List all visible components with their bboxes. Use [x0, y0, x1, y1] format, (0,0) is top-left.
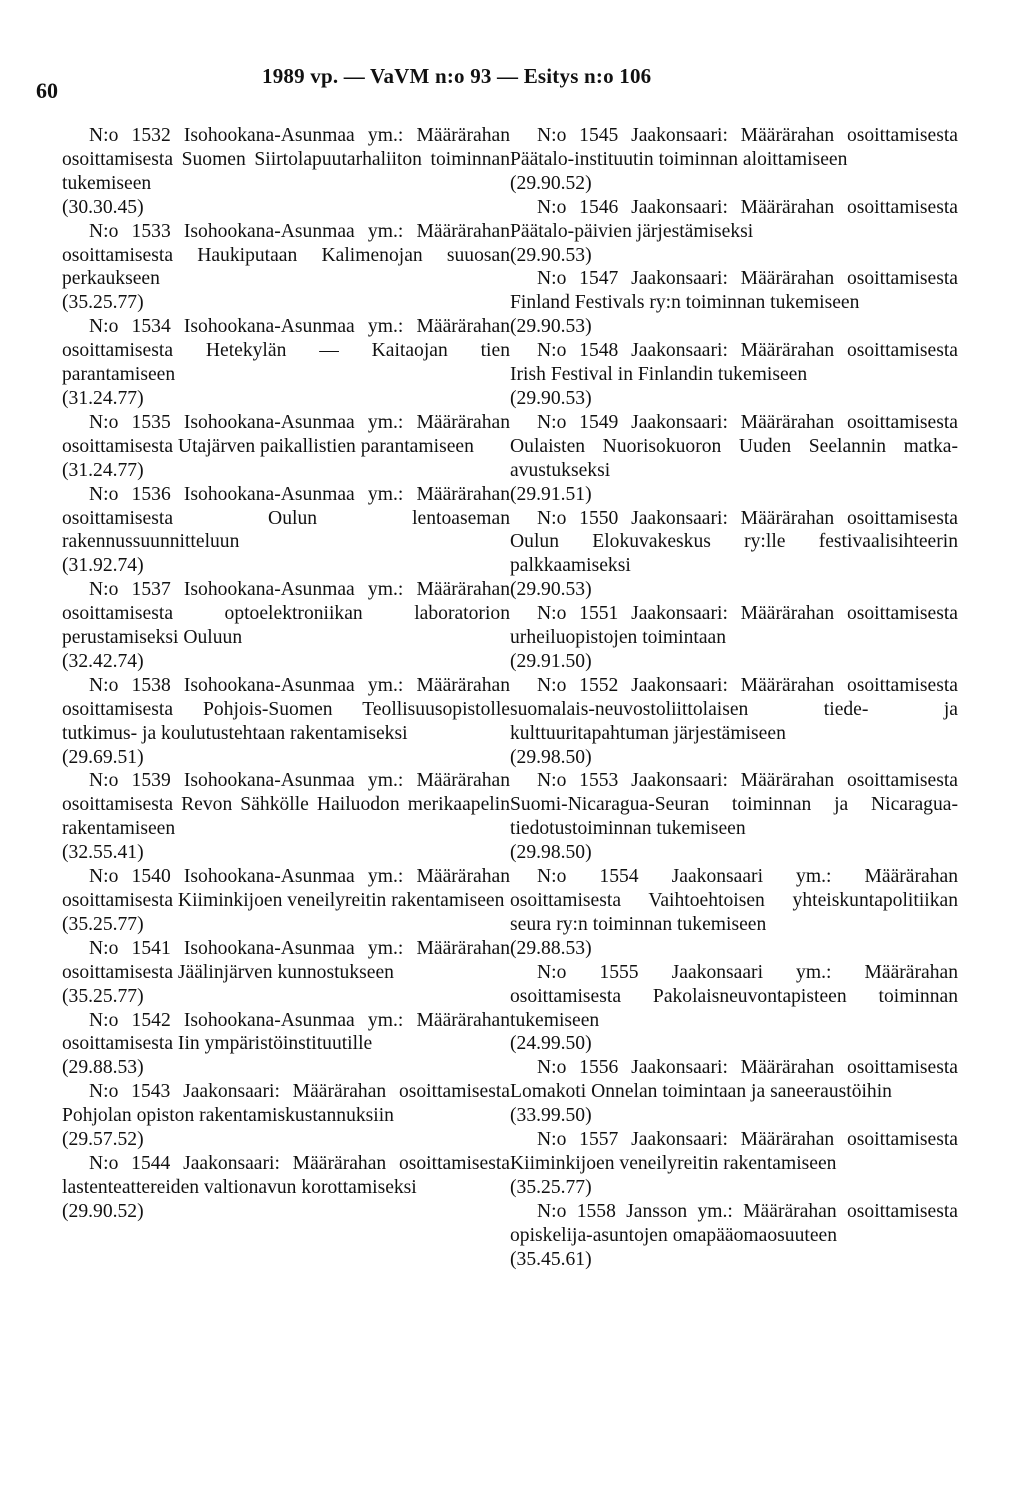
motion-entry [510, 507, 958, 603]
motion-title: N:o 1537 Isohookana-Asunmaa ym.: Määrärahan osoittamisesta optoelektroniikan laboratorion perustamiseksi Ouluun [62, 579, 510, 649]
motion-entry [510, 769, 958, 865]
motion-entry [510, 1056, 958, 1128]
budget-code: (31.24.77) [62, 459, 144, 481]
budget-code: (35.25.77) [62, 913, 144, 935]
motion-title: N:o 1549 Jaakonsaari: Määrärahan osoittamisesta Oulaisten Nuorisokuoron Uuden Seelannin matka-avustukseksi [510, 411, 958, 481]
budget-code: (24.99.50) [510, 1033, 592, 1055]
motion-entry [62, 1080, 510, 1152]
budget-code: (29.98.50) [510, 746, 592, 768]
motion-title: N:o 1547 Jaakonsaari: Määrärahan osoittamisesta Finland Festivals ry:n toiminnan tukemiseen [510, 268, 958, 314]
page-number: 60 [36, 78, 58, 103]
motion-title: N:o 1544 Jaakonsaari: Määrärahan osoittamisesta lastenteattereiden valtionavun korottamiseksi [62, 1152, 510, 1198]
motion-title: N:o 1539 Isohookana-Asunmaa ym.: Määrärahan osoittamisesta Revon Sähkölle Hailuodon merikaapelin rakentamiseen [62, 770, 510, 840]
motion-title: N:o 1552 Jaakonsaari: Määrärahan osoittamisesta suomalais-neuvostoliittolaisen tiede- ja kulttuuritapahtuman järjestämiseen [510, 674, 958, 744]
motion-entry [510, 1200, 958, 1272]
motion-title: N:o 1533 Isohookana-Asunmaa ym.: Määrärahan osoittamisesta Haukiputaan Kalimenojan suuosan perkaukseen [62, 220, 510, 290]
motion-entry [62, 1152, 510, 1224]
motion-entry [510, 124, 958, 196]
motion-title: N:o 1548 Jaakonsaari: Määrärahan osoittamisesta Irish Festival in Finlandin tukemiseen [510, 340, 958, 386]
motion-title: N:o 1546 Jaakonsaari: Määrärahan osoittamisesta Päätalo-päivien järjestämiseksi [510, 196, 958, 242]
budget-code: (29.90.52) [62, 1200, 144, 1222]
budget-code: (32.42.74) [62, 650, 144, 672]
budget-code: (29.91.50) [510, 650, 592, 672]
motion-entry [62, 220, 510, 316]
motion-entry [62, 769, 510, 865]
budget-code: (31.24.77) [62, 387, 144, 409]
motion-entry [510, 674, 958, 770]
budget-code: (29.98.50) [510, 842, 592, 864]
motion-title: N:o 1536 Isohookana-Asunmaa ym.: Määrärahan osoittamisesta Oulun lentoaseman rakennussuunnitteluun [62, 483, 510, 553]
motion-entry [510, 267, 958, 339]
budget-code: (29.57.52) [62, 1129, 144, 1151]
motion-entry [510, 339, 958, 411]
budget-code: (31.92.74) [62, 555, 144, 577]
budget-code: (35.45.61) [510, 1248, 592, 1270]
right-column [510, 124, 958, 1272]
motion-entry [510, 865, 958, 961]
budget-code: (29.88.53) [62, 1057, 144, 1079]
motion-title: N:o 1551 Jaakonsaari: Määrärahan osoittamisesta urheiluopistojen toimintaan [510, 603, 958, 649]
motion-title: N:o 1550 Jaakonsaari: Määrärahan osoittamisesta Oulun Elokuvakeskus ry:lle festivaalisihteerin palkkaamiseksi [510, 507, 958, 577]
budget-code: (29.90.53) [510, 579, 592, 601]
budget-code: (29.90.52) [510, 172, 592, 194]
motion-entry [62, 315, 510, 411]
motion-entry [510, 196, 958, 268]
motion-entry [62, 124, 510, 220]
budget-code: (30.30.45) [62, 196, 144, 218]
budget-code: (33.99.50) [510, 1105, 592, 1127]
motion-entry [62, 483, 510, 579]
budget-code: (29.90.53) [510, 316, 592, 338]
motion-entry [62, 578, 510, 674]
motion-entry [62, 674, 510, 770]
motion-title: N:o 1553 Jaakonsaari: Määrärahan osoittamisesta Suomi-Nicaragua-Seuran toiminnan ja Nicaragua-tiedotustoiminnan tukemiseen [510, 770, 958, 840]
budget-code: (29.88.53) [510, 937, 592, 959]
budget-code: (29.90.53) [510, 244, 592, 266]
budget-code: (32.55.41) [62, 842, 144, 864]
motion-entry [510, 411, 958, 507]
motion-entry [62, 411, 510, 483]
left-column [62, 124, 510, 1224]
budget-code: (35.25.77) [62, 985, 144, 1007]
budget-code: (35.25.77) [62, 292, 144, 314]
budget-code: (29.90.53) [510, 387, 592, 409]
budget-code: (35.25.77) [510, 1176, 592, 1198]
motion-title: N:o 1557 Jaakonsaari: Määrärahan osoittamisesta Kiiminkijoen veneilyreitin rakentamiseen [510, 1129, 958, 1174]
motion-title: N:o 1542 Isohookana-Asunmaa ym.: Määrärahan osoittamisesta Iin ympäristöinstituutille [62, 1009, 510, 1055]
motion-title: N:o 1558 Jansson ym.: Määrärahan osoittamisesta opiskelija-asuntojen omapääomaosuuteen [510, 1200, 958, 1246]
motion-entry [510, 961, 958, 1057]
motion-title: N:o 1535 Isohookana-Asunmaa ym.: Määrärahan osoittamisesta Utajärven paikallistien parantamiseen [62, 411, 510, 457]
motion-entry [62, 937, 510, 1009]
motion-title: N:o 1556 Jaakonsaari: Määrärahan osoittamisesta Lomakoti Onnelan toimintaan ja saneeraustöihin [510, 1057, 958, 1103]
motion-title: N:o 1541 Isohookana-Asunmaa ym.: Määrärahan osoittamisesta Jäälinjärven kunnostukseen [62, 937, 510, 983]
motion-title: N:o 1540 Isohookana-Asunmaa ym.: Määrärahan osoittamisesta Kiiminkijoen veneilyreitin rakentamiseen [62, 866, 510, 911]
motion-title: N:o 1538 Isohookana-Asunmaa ym.: Määrärahan osoittamisesta Pohjois-Suomen Teollisuusopistolle tutkimus- ja koulutustehtaan rakentamiseksi [62, 674, 510, 744]
motion-entry [62, 1009, 510, 1081]
budget-code: (29.69.51) [62, 746, 144, 768]
motion-title: N:o 1555 Jaakonsaari ym.: Määrärahan osoittamisesta Pakolaisneuvontapisteen toiminnan tukemiseen [510, 961, 958, 1031]
motion-entry [62, 865, 510, 937]
motion-title: N:o 1545 Jaakonsaari: Määrärahan osoittamisesta Päätalo-instituutin toiminnan aloittamiseen [510, 125, 958, 170]
budget-code: (29.91.51) [510, 483, 592, 505]
motion-title: N:o 1543 Jaakonsaari: Määrärahan osoittamisesta Pohjolan opiston rakentamiskustannuksiin [62, 1081, 510, 1127]
motion-title: N:o 1554 Jaakonsaari ym.: Määrärahan osoittamisesta Vaihtoehtoisen yhteiskuntapolitiikan seura ry:n toiminnan tukemiseen [510, 866, 958, 935]
running-head: 1989 vp. — VaVM n:o 93 — Esitys n:o 106 [262, 64, 652, 88]
motion-entry [510, 602, 958, 674]
motion-entry [510, 1128, 958, 1200]
motion-title: N:o 1534 Isohookana-Asunmaa ym.: Määrärahan osoittamisesta Hetekylän — Kaitaojan tien parantamiseen [62, 316, 510, 386]
motion-title: N:o 1532 Isohookana-Asunmaa ym.: Määrärahan osoittamisesta Suomen Siirtolapuutarhaliiton toiminnan tukemiseen [62, 125, 510, 194]
